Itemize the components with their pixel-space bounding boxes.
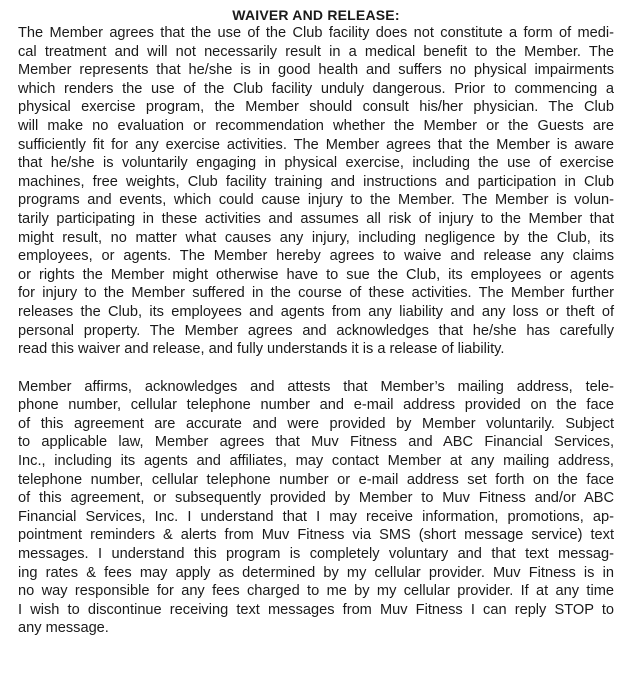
paragraph-line: I wish to discontinue receiving text messages from Muv Fitness I can reply STOP to <box>18 601 614 618</box>
paragraph-line: The Member agrees that the use of the Club facility does not constitute a form of medi- <box>18 25 614 41</box>
paragraph-line: Member affirms, acknowledges and attests that Member’s mailing address, tele- <box>18 378 614 395</box>
paragraph-gap <box>18 359 614 378</box>
paragraph-line: sufficiently fit for any exercise activities. The Member agrees that the Member is aware <box>18 136 614 153</box>
paragraph-line: releases the Club, its employees and agents from any liability and any loss or theft of <box>18 303 614 320</box>
paragraph-line: personal property. The Member agrees and acknowledges that he/she has carefully <box>18 322 614 339</box>
paragraph-line: any message. <box>18 620 109 637</box>
paragraph-line: tarily participating in these activities and assumes all risk of injury to the Member that <box>18 210 614 227</box>
paragraph-line: programs and events, which could cause injury to the Member. The Member is volun- <box>18 192 614 209</box>
paragraph-line: physical exercise program, the Member should consult his/her physician. The Club <box>18 99 614 116</box>
paragraph-line: for injury to the Member suffered in the course of these activities. The Member further <box>18 285 614 302</box>
paragraph-line: that he/she is voluntarily engaging in physical exercise, including the use of exercise <box>18 155 614 172</box>
paragraph-line: read this waiver and release, and fully understands it is a release of liability. <box>18 341 505 358</box>
paragraph-line: Financial Services, Inc. I understand that I may receive information, promotions, ap- <box>18 508 614 525</box>
paragraph-line: will make no evaluation or recommendation whether the Member or the Guests are <box>18 117 614 134</box>
paragraph-line: of this agreement are accurate and were provided by Member voluntarily. Subject <box>18 415 614 432</box>
paragraph-line: Member represents that he/she is in good health and suffers no physical impairments <box>18 62 614 79</box>
paragraph-line: Inc., including its agents and affiliates, may contact Member at any mailing address, <box>18 453 614 470</box>
consent-paragraph <box>18 378 614 638</box>
paragraph-line: pointment reminders & alerts from Muv Fitness via SMS (short message service) text <box>18 527 614 544</box>
document-title: WAIVER AND RELEASE: <box>232 7 400 23</box>
paragraph-line: employees, or agents. The Member hereby agrees to waive and release any claims <box>18 248 614 265</box>
paragraph-line: or rights the Member might otherwise have to sue the Club, its employees or agents <box>18 266 614 283</box>
paragraph-line: to applicable law, Member agrees that Muv Fitness and ABC Financial Services, <box>18 434 614 451</box>
paragraph-line: ing rates & fees may apply as determined by my cellular provider. Muv Fitness is in <box>18 564 614 581</box>
waiver-paragraph <box>18 24 614 359</box>
paragraph-line: machines, free weights, Club facility training and instructions and participation in Club <box>18 173 614 190</box>
paragraph-line: messages. I understand this program is completely voluntary and that text messag- <box>18 546 614 563</box>
paragraph-line: telephone number, cellular telephone number or e-mail address set forth on the face <box>18 471 614 488</box>
paragraph-line: phone number, cellular telephone number and e-mail address provided on the face <box>18 397 614 414</box>
paragraph-line: cal treatment and will not necessarily result in a medical benefit to the Member. The <box>18 43 614 60</box>
paragraph-line: no way responsible for any fees charged to me by my cellular provider. If at any time <box>18 583 614 600</box>
paragraph-line: might result, no matter what causes any injury, including negligence by the Club, its <box>18 229 614 246</box>
paragraph-line: of this agreement, or subsequently provided by Member to Muv Fitness and/or ABC <box>18 490 614 507</box>
paragraph-line: which renders the use of the Club facility unduly dangerous. Prior to commencing a <box>18 80 614 97</box>
